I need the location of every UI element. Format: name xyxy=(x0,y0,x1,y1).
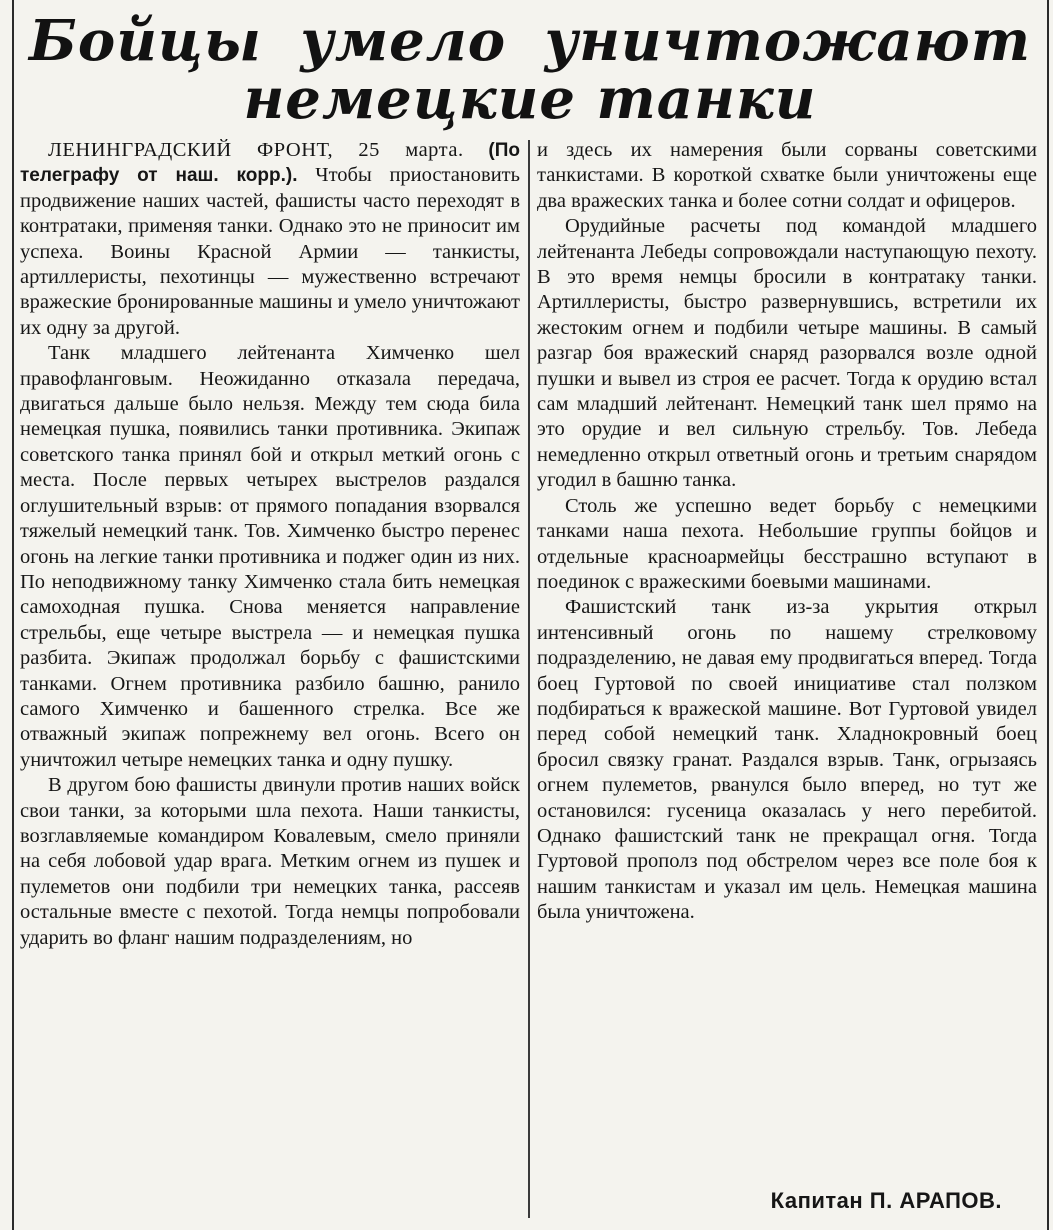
headline-line-2: немецкие танки xyxy=(243,66,817,132)
paragraph-kovalev-continued: и здесь их намерения были сорваны советскими танкистами. В короткой схватке были уничтожены еще два вражеских танка и более сотни солдат и офицеров. xyxy=(537,139,1037,212)
headline-line-1: Бойцы умело уничтожают xyxy=(29,8,1031,74)
column-right xyxy=(537,138,1037,1224)
paragraph-khimchenko: Танк младшего лейтенанта Химченко шел правофланговым. Неожиданно отказала передача, двигаться дальше было нельзя. Между тем сюда била немецкая пушка, появились танки противника. Экипаж советского танка принял бой и открыл меткий огонь с места. После первых четырех выстрелов раздался оглушительный взрыв: от прямого попадания взорвался тяжелый немецкий танк. Тов. Химченко быстро перенес огонь на легкие танки противника и поджег один из них. По неподвижному танку Химченко стала бить немецкая самоходная пушка. Снова меняется направление стрельбы, еще четыре выстрела — и немецкая пушка разбита. Экипаж продолжал борьбу с фашистскими танками. Огнем противника разбило башню, ранило самого Химченко и башенного стрелка. Все же отважный экипаж попрежнему вел огонь. Всего он уничтожил четыре немецких танка и одну пушку. xyxy=(20,342,520,771)
source-note: (По телеграфу от наш. корр.). xyxy=(20,140,521,187)
paragraph-lead xyxy=(20,138,520,341)
page-border-right xyxy=(1047,0,1049,1230)
page-border-left xyxy=(12,0,14,1230)
column-left xyxy=(20,138,520,1224)
paragraph-kovalev: В другом бою фашисты двинули против наших войск свои танки, за которыми шла пехота. Наши танкисты, возглавляемые командиром Ковалевым, смело приняли на себя лобовой удар врага. Метким огнем из пушек и пулеметов они подбили три немецких танка, рассеяв остальные вместе с пехотой. Тогда немцы попробовали ударить во фланг нашим подразделениям, но xyxy=(20,774,520,949)
paragraph-lebeda: Орудийные расчеты под командой младшего лейтенанта Лебеды сопровождали наступающую пехоту. В это время немцы бросили в контратаку танки. Артиллеристы, быстро развернувшись, встретили их жестоким огнем и подбили четыре машины. В самый разгар боя вражеский снаряд разорвался возле одной пушки и вывел из строя ее расчет. Тогда к орудию встал сам младший лейтенант. Немецкий танк шел прямо на это орудие и вел сильную стрельбу. Тов. Лебеда немедленно открыл ответный огонь и третьим снарядом угодил в башню танка. xyxy=(537,215,1037,492)
paragraph-infantry: Столь же успешно ведет борьбу с немецкими танками наша пехота. Небольшие группы бойцов и отдельные красноармейцы бесстрашно вступают в поединок с вражескими боевыми машинами. xyxy=(537,494,1037,593)
dateline: ЛЕНИНГРАДСКИЙ ФРОНТ, 25 марта. xyxy=(48,139,464,161)
paragraph-gurtovoy: Фашистский танк из-за укрытия открыл интенсивный огонь по нашему стрелковому подразделению, не давая ему продвигаться вперед. Тогда боец Гуртовой по своей инициативе стал ползком подбираться к вражеской машине. Вот Гуртовой увидел перед собой немецкий танк. Хладнокровный боец бросил связку гранат. Раздался взрыв. Танк, огрызаясь огнем пулеметов, рванулся было вперед, но тут же остановился: гусеница оказалась у него перебитой. Однако фашистский танк не прекращал огня. Тогда Гуртовой прополз под обстрелом через все поле боя к нашим танкистам и указал им цель. Немецкая машина была уничтожена. xyxy=(537,596,1037,924)
article-headline xyxy=(20,8,1040,132)
lead-text: Чтобы приостановить продвижение наших частей, фашисты часто переходят в контратаки, применяя танки. Однако это не приносит им успеха. Воины Красной Армии — танкисты, артиллеристы, пехотинцы — мужественно встречают вражеские бронированные машины и умело уничтожают их одну за другой. xyxy=(20,164,520,339)
column-divider xyxy=(528,140,530,1218)
author-signature: Капитан П. АРАПОВ. xyxy=(770,1188,1002,1213)
